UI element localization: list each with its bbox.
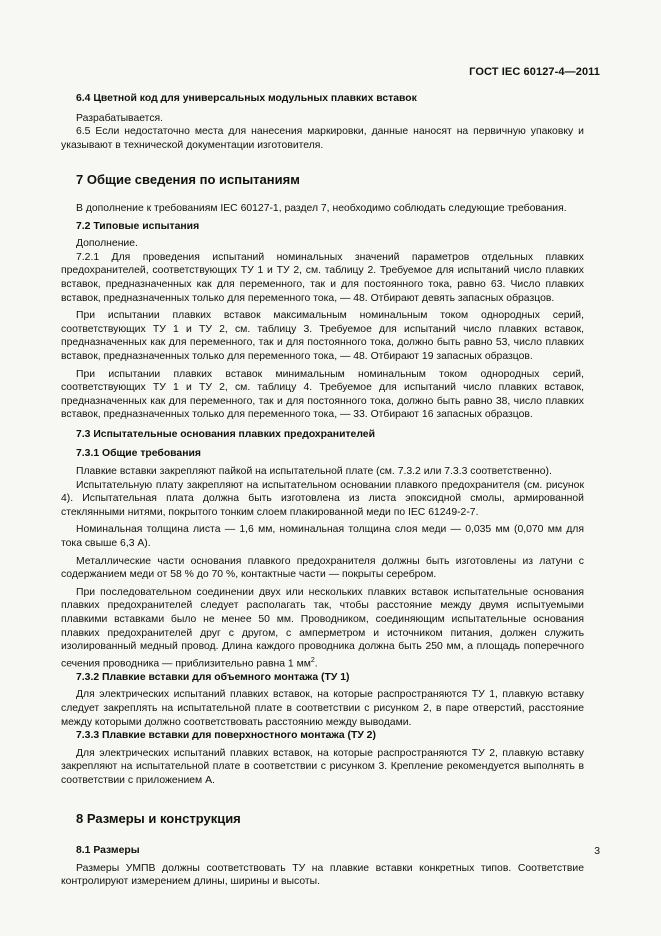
paragraph-8-1: Размеры УМПВ должны соответствовать ТУ на плавкие вставки конкретных типов. Соответствие контролируют измерением длины, ширины и высоты. [61, 862, 584, 888]
heading-7-3-2: 7.3.2 Плавкие вставки для объемного монтажа (ТУ 1) [76, 671, 350, 683]
paragraph-6-4: Разрабатывается. [76, 112, 164, 124]
heading-7-3: 7.3 Испытательные основания плавких предохранителей [76, 428, 375, 440]
paragraph-6-5: 6.5 Если недостаточно места для нанесения маркировки, данные наносят на первичную упаковку и указывают в технической документации изготовителя. [61, 126, 584, 151]
paragraph-7-2-max: При испытании плавких вставок максимальным номинальным током однородных серий, соответствующих ТУ 1 и ТУ 2, см. таблицу 3. Требуемое для испытаний число плавких вставок, предназначенных как для переменного, так и для постоянного тока, должно быть равно 53, число плавких вставок, предназначенных только для переменного тока, — 48. Отбирают 19 запасных образцов. [61, 310, 584, 362]
heading-6-4: 6.4 Цветной код для универсальных модульных плавких вставок [76, 93, 417, 104]
heading-section-7: 7 Общие сведения по испытаниям [76, 172, 300, 188]
paragraph-7-3-1-3: Номинальная толщина листа — 1,6 мм, номинальная толщина слоя меди — 0,035 мм (0,070 мм для тока свыше 6,3 А). [61, 524, 584, 550]
paragraph-7-2-min: При испытании плавких вставок минимальным номинальным током однородных серий, соответствующих ТУ 1 и ТУ 2, см. таблицу 4. Требуемое для испытаний число плавких вставок, предназначенных как для переменного, так и для постоянного тока, должно быть равно 38, число плавких вставок, предназначенных только для переменного тока, — 33. Отбирают 16 запасных образцов. [61, 368, 584, 421]
paragraph-7-3-3: Для электрических испытаний плавких вставок, на которые распространяются ТУ 2, плавкую вставку закрепляют на испытательной плате в соответствии с рисунком 3. Крепление рекомендуется выполнять в соответствии с приложением А. [61, 747, 584, 786]
paragraph-7-3-1-1: Плавкие вставки закрепляют пайкой на испытательной плате (см. 7.3.2 или 7.3.3 соответственно). [76, 466, 552, 478]
heading-7-3-1: 7.3.1 Общие требования [76, 448, 201, 460]
paragraph-7: В дополнение к требованиям IEC 60127-1, раздел 7, необходимо соблюдать следующие требования. [76, 202, 567, 214]
superscript-2: 2 [310, 656, 315, 664]
standard-code: ГОСТ IEC 60127-4—2011 [469, 66, 600, 78]
paragraph-7-2-addition: Дополнение. [76, 238, 138, 250]
heading-7-3-3: 7.3.3 Плавкие вставки для поверхностного монтажа (ТУ 2) [76, 730, 376, 742]
paragraph-7-3-2: Для электрических испытаний плавких вставок, на которые распространяются ТУ 1, плавкую вставку следует закреплять на испытательной плате в соответствии с рисунком 2, в паре отверстий, расстояние между которыми должно соответствовать расстоянию между выводами. [61, 689, 584, 728]
paragraph-7-3-1-5 [61, 586, 584, 671]
paragraph-7-3-1-2: Испытательную плату закрепляют на испытательном основании плавкого предохранителя (см. рисунок 4). Испытательная плата должна быть изготовлена из листа эпоксидной смолы, армированной стеклянными нитями, покрытого тонким слоем плакированной меди по IEC 61249-2-7. [61, 479, 584, 518]
heading-7-2: 7.2 Типовые испытания [76, 220, 200, 232]
paragraph-7-3-1-4: Металлические части основания плавкого предохранителя должны быть изготовлены из латуни с содержанием меди от 58 % до 70 %, контактные части — покрыты серебром. [61, 555, 584, 581]
heading-8-1: 8.1 Размеры [76, 845, 140, 857]
paragraph-7-3-1-5-end: . [314, 658, 318, 670]
page-content [61, 92, 584, 889]
heading-section-8: 8 Размеры и конструкция [76, 810, 241, 826]
paragraph-7-3-1-5-text: При последовательном соединении двух или нескольких плавких вставок испытательные основания плавких предохранителей следует располагать так, чтобы расстояние между двумя испытуемыми плавкими вставками было не менее 50 мм. Проводником, соединяющим испытательные основания плавких предохранителей друг с другом, с амперметром и источником питания, должен служить изолированный медный провод. Длина каждого проводника должна быть 250 мм, а площадь поперечного сечения проводника — приблизительно равна 1 мм [61, 586, 584, 670]
paragraph-7-2-1: 7.2.1 Для проведения испытаний номинальных значений параметров отдельных плавких предохранителей, соответствующих ТУ 1 и ТУ 2, см. таблицу 2. Требуемое для испытаний число плавких вставок, предназначенных как для переменного, так и для постоянного тока, равно 63. Число плавких вставок, предназначенных только для переменного тока, — 48. Отбирают девять запасных образцов. [61, 251, 584, 304]
page-number: 3 [594, 846, 600, 857]
